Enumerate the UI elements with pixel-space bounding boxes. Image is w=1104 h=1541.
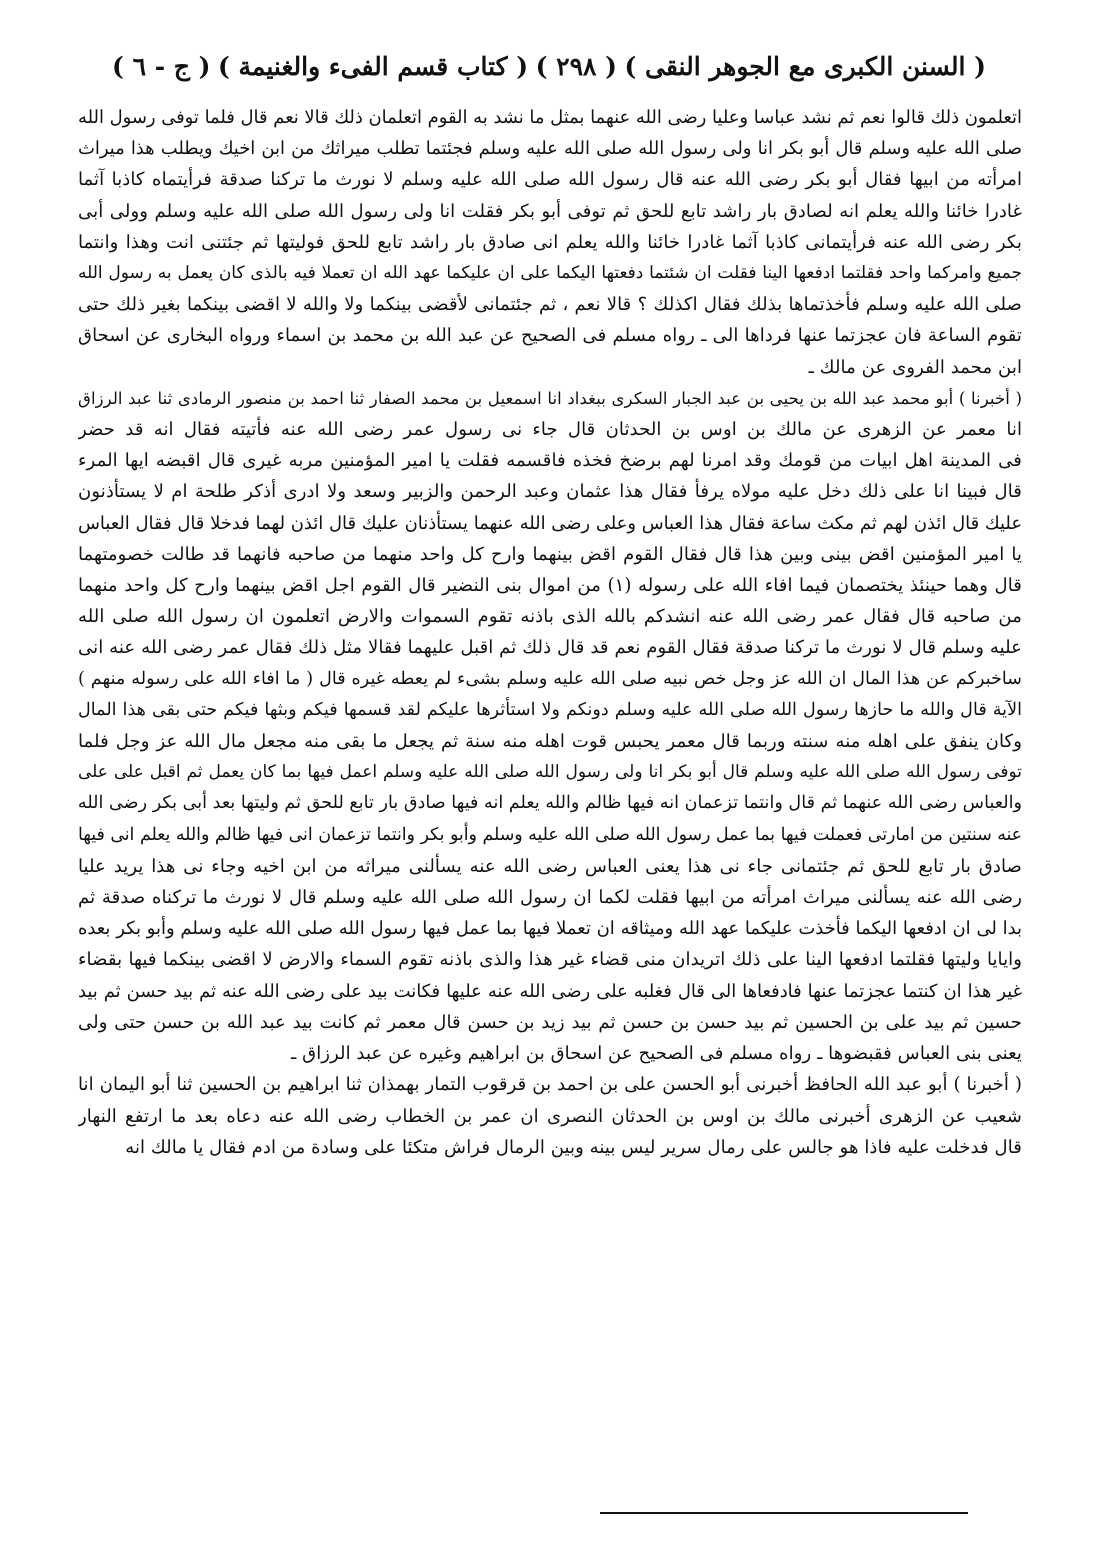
text-line: شعيب عن الزهرى أخبرنى مالك بن اوس بن الحدثان النصرى ان عمر بن الخطاب رضى الله عنه دعاه بعد ما ارتفع النهار bbox=[78, 1105, 1022, 1127]
text-line: ( أخبرنا ) أبو عبد الله الحافظ أخبرنى أبو الحسن على بن احمد بن قرقوب التمار بهمذان ثنا ابراهيم بن الحسين ثنا أبو اليمان انا bbox=[78, 1074, 1022, 1096]
text-line: امرأته من ابيها فقال أبو بكر رضى الله عنه قال رسول الله صلى الله عليه وسلم لا نورث ما تركنا صدقة فرأيتماه كاذبا آثما bbox=[78, 169, 1022, 191]
text-line: من صاحبه قال فقال عمر رضى الله عنه انشدكم بالله الذى باذنه تقوم السموات والارض اتعلمون ان رسول الله صلى الله bbox=[78, 606, 1022, 628]
text-line: صادق بار تابع للحق ثم جئتمانى جاء نى هذا يعنى العباس رضى الله عنه يسألنى ميراثه من ابن اخيه وجاء نى هذا يريد عليا bbox=[78, 855, 1022, 877]
text-line: فى المدينة اهل ابيات من قومك وقد امرنا لهم برضخ فخذه فاقسمه فقلت يا امير المؤمنين مربه غيرى قال اقبضه ايها المرء bbox=[78, 450, 1022, 472]
text-line: جميع وامركما واحد فقلتما ادفعها الينا فقلت ان شئتما دفعتها اليكما على ان عليكما عهد الله ان تعملا فيه بالذى كان يعمل به رسول الله bbox=[78, 263, 1022, 284]
text-line: وايايا وليتها فقلتما ادفعها الينا على ذلك اتريدان منى قضاء غير هذا والذى باذنه تقوم السماء والارض لا اقضى بينكما فيها بقضاء bbox=[78, 949, 1022, 971]
text-line: قال فدخلت عليه فاذا هو جالس على رمال سرير ليس بينه وبين الرمال فراش متكئا على وسادة من ادم فقال يا مالك انه bbox=[125, 1136, 1022, 1158]
text-line: بكر رضى الله عنه فرأيتمانى كاذبا آثما غادرا خائنا والله يعلم انى صادق بار راشد تابع للحق فوليتها ثم جئتنى انت وهذا وانتما bbox=[78, 231, 1022, 253]
text-line: غادرا خائنا والله يعلم انه لصادق بار راشد تابع للحق ثم توفى أبو بكر فقلت انا ولى رسول الله صلى الله عليه وسلم وولى أبى bbox=[78, 200, 1022, 222]
body-text bbox=[78, 102, 1022, 1163]
text-line: قال وهما حينئذ يختصمان فيما افاء الله على رسوله (١) من اموال بنى النضير قال القوم اجل اقض بينهما وارح كل واحد منهما bbox=[78, 575, 1022, 597]
text-line: الآية قال والله ما حازها رسول الله صلى الله عليه وسلم دونكم ولا استأثرها عليكم لقد قسمها فيكم وبثها فيكم حتى بقى هذا المال bbox=[78, 699, 1022, 720]
text-line: حسين ثم بيد على بن الحسين ثم بيد حسن بن حسن ثم بيد زيد بن حسن قال معمر ثم كانت بيد عبد الله بن حسن حتى ولى bbox=[78, 1011, 1022, 1033]
text-line: وكان ينفق على اهله منه سنته وربما قال معمر يحبس قوت اهله منه سنة ثم يجعل ما بقى منه مجعل مال الله عز وجل فلما bbox=[78, 731, 1022, 753]
text-line: صلى الله عليه وسلم فأخذتماها بذلك فقال اكذلك ؟ قالا نعم ، ثم جئتمانى لأقضى بينكما ولا والله لا اقضى بينكما بغير ذلك حتى bbox=[78, 294, 1022, 316]
text-line: اتعلمون ذلك قالوا نعم ثم نشد عباسا وعليا رضى الله عنهما بمثل ما نشد به القوم اتعلمان ذلك قالا نعم قال فلما توفى رسول الله bbox=[78, 107, 1022, 128]
book-page bbox=[78, 30, 1022, 1530]
text-line: عليه وسلم قال لا نورث ما تركنا صدقة فقال القوم نعم قد قال ذلك ثم اقبل عليهما فقالا مثل ذلك فقال عمر رضى الله عنه انى bbox=[78, 637, 1022, 659]
text-line: ابن محمد الفروى عن مالك ـ bbox=[808, 356, 1022, 378]
text-line: يا امير المؤمنين اقض بينى وبين هذا قال فقال القوم اقض بينهما وارح كل واحد منهما من صاحبه فانهما قد طالت خصومتهما bbox=[78, 543, 1022, 565]
text-line: ساخبركم عن هذا المال ان الله عز وجل خص نبيه صلى الله عليه وسلم بشىء لم يعطه غيره قال ( ما افاء الله على رسوله منهم ) bbox=[78, 668, 1022, 689]
text-line: انا معمر عن الزهرى عن مالك بن اوس بن الحدثان قال جاء نى رسول عمر رضى الله عنه فأتيته فقال انه قد حضر bbox=[78, 419, 1022, 441]
text-line: توفى رسول الله صلى الله عليه وسلم قال أبو بكر انا ولى رسول الله صلى الله عليه وسلم اعمل فيها بما كان يعمل ثم اقبل على على bbox=[78, 762, 1022, 783]
text-line: قال فبينا انا على ذلك دخل عليه مولاه يرفأ فقال هذا عثمان وعبد الرحمن والزبير وسعد ولا ادرى أذكر طلحة ام لا يستأذنون bbox=[78, 481, 1022, 503]
text-line: يعنى بنى العباس فقبضوها ـ رواه مسلم فى الصحيح عن اسحاق بن ابراهيم وغيره عن عبد الرزاق ـ bbox=[290, 1043, 1022, 1065]
page-number: ( ٢٩٨ ) bbox=[535, 51, 617, 81]
text-line: عليك قال ائذن لهم ثم مكث ساعة فقال هذا العباس وعلى رضى الله عنهما يستأذنان عليك قال ائذن لهما فدخلا قال فقال العباس bbox=[78, 512, 1022, 534]
text-line: صلى الله عليه وسلم قال أبو بكر انا ولى رسول الله صلى الله عليه وسلم فجئتما تطلب ميراثك من ابن اخيك ويطلب هذا ميراث bbox=[78, 138, 1022, 160]
text-line: غير هذا ان كنتما عجزتما عنها فادفعاها الى قال فغلبه على رضى الله عنه عليها فكانت بيد على رضى الله عنه ثم بيد حسن ثم بيد bbox=[78, 980, 1022, 1002]
volume-number: ( ج - ٦ ) bbox=[112, 51, 211, 81]
text-line: بدا لى ان ادفعها اليكما فأخذت عليكما عهد الله وميثاقه ان تعملا فيها بما عمل فيها رسول الله صلى الله عليه وسلم وأبو بكر بعده bbox=[78, 918, 1022, 940]
running-header bbox=[78, 30, 1022, 102]
paragraph bbox=[78, 1069, 1022, 1163]
book-title: ( السنن الكبرى مع الجوهر النقى ) bbox=[624, 51, 986, 81]
paragraph bbox=[78, 102, 1022, 383]
text-line: ( أخبرنا ) أبو محمد عبد الله بن يحيى بن عبد الجبار السكرى ببغداد انا اسمعيل بن محمد الصفار ثنا احمد بن منصور الرمادى ثنا عبد الرزاق bbox=[78, 387, 1022, 408]
paragraph bbox=[78, 383, 1022, 1069]
text-line: عنه سنتين من امارتى فعملت فيها بما عمل رسول الله صلى الله عليه وسلم وأبو بكر وانتما تزعمان انى فيها ظالم والله يعلم انى فيها bbox=[78, 824, 1022, 845]
text-line: تقوم الساعة فان عجزتما عنها فرداها الى ـ رواه مسلم فى الصحيح عن عبد الله بن محمد بن اسماء ورواه البخارى عن اسحاق bbox=[78, 325, 1022, 347]
chapter-title: ( كتاب قسم الفىء والغنيمة ) bbox=[217, 51, 529, 81]
footer-rule bbox=[600, 1512, 968, 1514]
text-line: رضى الله عنه يسألنى ميراث امرأته من ابيها فقلت لكما ان رسول الله صلى الله عليه وسلم قال لا نورث ما تركناه صدقة ثم bbox=[78, 887, 1022, 909]
text-line: والعباس رضى الله عنهما ثم قال وانتما تزعمان انه فيها ظالم والله يعلم انه فيها صادق بار تابع للحق ثم وليتها بعد أبى بكر رضى الله bbox=[78, 793, 1022, 814]
